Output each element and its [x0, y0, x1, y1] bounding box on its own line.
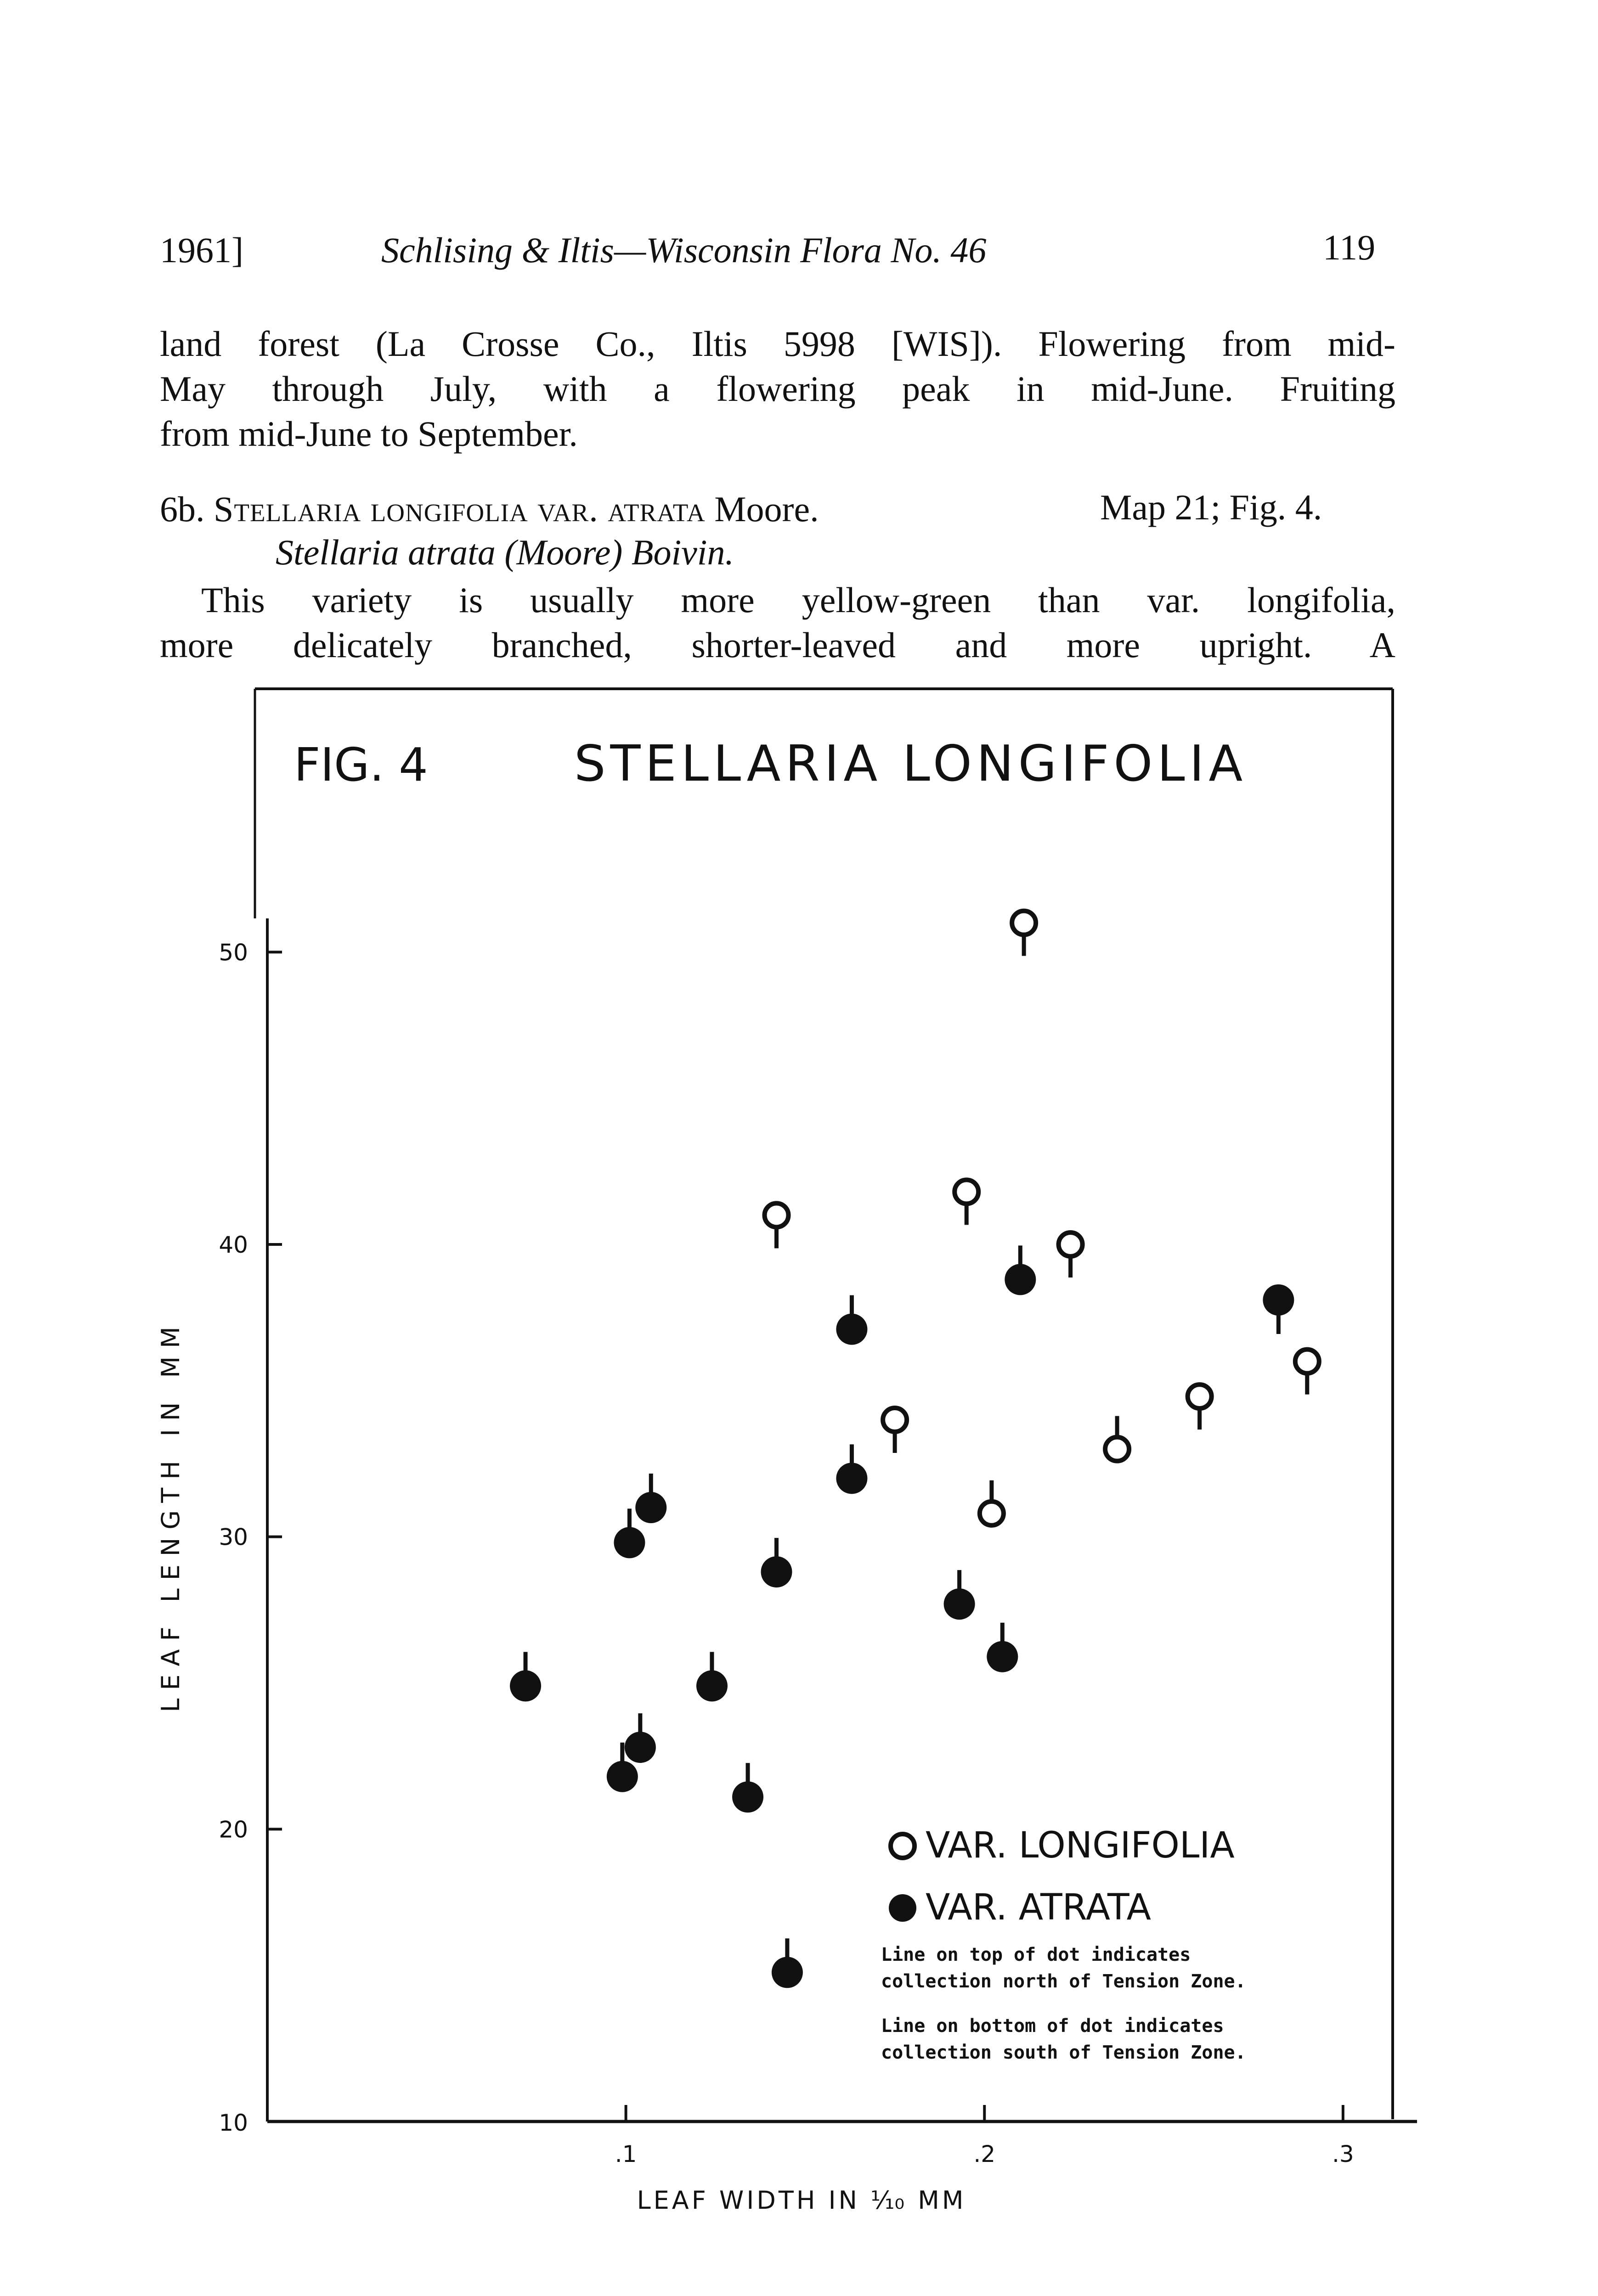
y-tick-label: 20 [219, 1816, 248, 1843]
y-tick-label: 10 [219, 2110, 248, 2136]
point-marker [635, 1492, 666, 1523]
entry-author: Moore. [714, 489, 819, 529]
y-tick-label: 40 [219, 1232, 248, 1258]
entry-name: Stellaria longifolia var. atrata [214, 489, 706, 529]
x-tick-label: .2 [973, 2141, 996, 2167]
point-marker [883, 1408, 907, 1432]
point-atrata [510, 1652, 541, 1701]
point-marker [954, 1180, 978, 1204]
point-marker [1012, 911, 1036, 935]
entry-synonym: Stellaria atrata (Moore) Boivin. [276, 532, 734, 572]
point-atrata [625, 1713, 656, 1763]
point-longifolia [883, 1408, 907, 1453]
point-marker [607, 1761, 638, 1792]
y-tick-label: 30 [219, 1524, 248, 1551]
point-marker [944, 1588, 975, 1620]
legend [881, 1825, 1246, 2063]
point-atrata [836, 1295, 867, 1345]
point-marker [980, 1502, 1004, 1525]
point-longifolia [954, 1180, 978, 1225]
point-longifolia [980, 1480, 1004, 1525]
point-atrata [1005, 1245, 1036, 1295]
point-longifolia [1188, 1384, 1212, 1429]
point-atrata [1263, 1284, 1294, 1334]
point-longifolia [1012, 911, 1036, 956]
x-tick-label: .1 [615, 2141, 637, 2167]
point-marker [1059, 1232, 1083, 1256]
text-line: more delicately branched, shorter-leaved and more upright. A [160, 625, 1395, 665]
point-marker [1188, 1384, 1212, 1408]
point-atrata [836, 1444, 867, 1494]
point-marker [836, 1463, 867, 1494]
text-line: land forest (La Crosse Co., Iltis 5998 [WIS]). Flowering from mid- [160, 324, 1395, 364]
point-marker [614, 1527, 645, 1558]
x-axis-label: LEAF WIDTH IN ⅒ MM [637, 2186, 966, 2215]
legend-note-line: collection north of Tension Zone. [881, 1971, 1246, 1992]
point-marker [772, 1957, 803, 1988]
running-head-year: 1961] [160, 230, 243, 270]
y-tick-label: 50 [219, 939, 248, 966]
legend-note-line: Line on bottom of dot indicates [881, 2015, 1224, 2037]
x-ticks [615, 2105, 1354, 2167]
point-longifolia [1059, 1232, 1083, 1277]
point-marker [987, 1641, 1018, 1672]
point-atrata [772, 1938, 803, 1988]
legend-note-line: Line on top of dot indicates [881, 1944, 1191, 1965]
point-marker [1005, 1264, 1036, 1295]
text-line: from mid-June to September. [160, 414, 578, 454]
y-axis-label: LEAF LENGTH IN MM [156, 1318, 185, 1712]
entry-reference: Map 21; Fig. 4. [1100, 487, 1322, 527]
legend-label-longifolia: VAR. LONGIFOLIA [926, 1825, 1235, 1866]
legend-note-south [881, 2015, 1246, 2063]
point-longifolia [1105, 1416, 1129, 1461]
point-marker [764, 1203, 788, 1227]
legend-label-atrata: VAR. ATRATA [926, 1887, 1151, 1928]
point-atrata [987, 1623, 1018, 1672]
point-atrata [696, 1652, 728, 1701]
point-atrata [761, 1538, 792, 1587]
entry-number: 6b. [160, 489, 205, 529]
legend-note-north [881, 1944, 1246, 1992]
legend-marker-open [891, 1834, 915, 1858]
point-marker [761, 1556, 792, 1587]
point-marker [1105, 1437, 1129, 1461]
point-marker [510, 1670, 541, 1701]
point-marker [625, 1732, 656, 1763]
point-marker [732, 1781, 763, 1812]
point-marker [696, 1670, 728, 1701]
point-longifolia [764, 1203, 788, 1248]
point-atrata [944, 1570, 975, 1620]
point-marker [1295, 1350, 1319, 1373]
text-line: This variety is usually more yellow-green than var. longifolia, [201, 580, 1395, 620]
running-head-title: Schlising & Iltis—Wisconsin Flora No. 46 [381, 230, 987, 270]
point-marker [836, 1314, 867, 1345]
page-number: 119 [1323, 227, 1376, 267]
figure-label: FIG. 4 [294, 738, 428, 792]
point-atrata [635, 1474, 666, 1523]
legend-marker-filled [889, 1894, 916, 1922]
chart-title: STELLARIA LONGIFOLIA [574, 735, 1248, 793]
legend-note-line: collection south of Tension Zone. [881, 2042, 1246, 2063]
point-longifolia [1295, 1350, 1319, 1395]
point-atrata [732, 1763, 763, 1812]
point-marker [1263, 1284, 1294, 1316]
y-ticks [219, 939, 282, 2136]
x-tick-label: .3 [1332, 2141, 1354, 2167]
text-line: May through July, with a flowering peak in mid-June. Fruiting [160, 369, 1395, 409]
